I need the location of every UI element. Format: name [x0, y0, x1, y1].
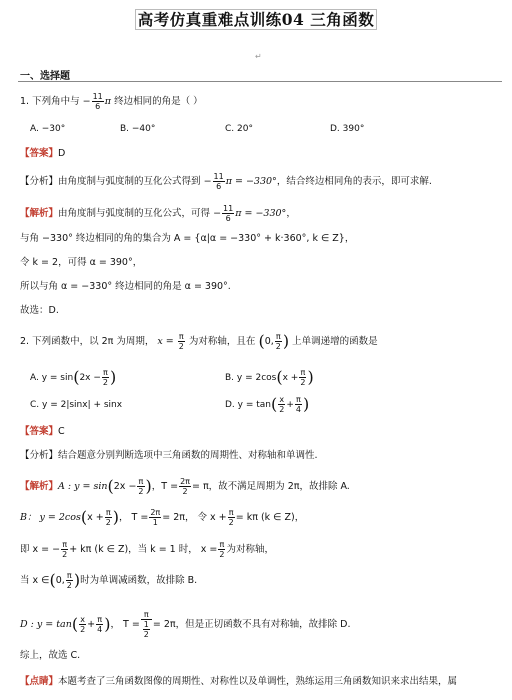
q2-solution-b: B： y = 2cos(x + $\frac{\pi}{2}$ )， T = $\frac{2\pi}{1}$ = 2π， 令 x + $\frac{\pi}{2}$ = kπ (k ∈ Z)， [20, 507, 305, 527]
q1-answer: 【答案】D [20, 148, 66, 159]
q1-solution: 【解析】由角度制与弧度制的互化公式，可得 − $\frac{11}{6}$ π = −330°， [20, 204, 296, 223]
q2-option-b: B. y = 2cos(x + $\frac{\pi}{2}$ ) [225, 367, 314, 387]
q2-option-a: A. y = sin(2x − $\frac{\pi}{2}$ ) [30, 367, 117, 387]
q1-conclusion: 故选：D. [20, 305, 59, 316]
q1-solution-line-3: 令 k = 2，可得 α = 390°， [20, 257, 143, 268]
q1-analysis: 【分析】由角度制与弧度制的互化公式得到 − $\frac{11}{6}$ π = −330°，结合终边相同角的表示，即可求解. [20, 172, 432, 191]
q2-option-d: D. y = tan( $\frac{x}{2}$ + $\frac{\pi}{4}$ ) [225, 394, 310, 414]
section-divider [18, 81, 502, 82]
q1-solution-line-4: 所以与角 α = −330° 终边相同的角是 α = 390°. [20, 281, 231, 292]
paragraph-mark: ↵ [255, 52, 262, 61]
q2-solution-b-2: 即 x = − $\frac{\pi}{2}$ + kπ (k ∈ Z)，当 k = 1 时， x = $\frac{\pi}{2}$ 为对称轴， [20, 540, 274, 559]
q2-solution-c: 当 x ∈(0, $\frac{\pi}{2}$ )时为单调减函数，故排除 B. [20, 570, 198, 590]
q2-answer: 【答案】C [20, 426, 65, 437]
q2-key-point: 【点睛】本题考查了三角函数图像的周期性、对称性以及单调性，熟练运用三角函数知识来求出结果，属 [20, 676, 458, 687]
q2-conclusion: 综上，故选 C. [20, 650, 81, 661]
q1-solution-line-2: 与角 −330° 终边相同的角的集合为 A = {α|α = −330° + k·360°, k ∈ Z}， [20, 233, 355, 244]
q1-option-b: B. −40° [120, 124, 156, 134]
q1-option-d: D. 390° [330, 124, 365, 134]
document-title: 高考仿真重难点训练04 三角函数 [0, 8, 512, 30]
q1-option-a: A. −30° [30, 124, 66, 134]
q2-solution-d: D : y = tan( $\frac{x}{2}$ + $\frac{\pi}{4}$ )， T = $\frac{\pi}{\frac{1}{2}}$ = 2π，但是正切函数不具有对称轴，故排除 D. [20, 610, 351, 639]
question-1-stem: 1. 下列角中与 − $\frac{11}{6}$ π 终边相同的角是（ ） [20, 92, 203, 111]
q1-option-c: C. 20° [225, 124, 253, 134]
q2-option-c: C. y = 2|sinx| + sinx [30, 400, 123, 410]
section-heading: 一、选择题 [20, 71, 70, 82]
q2-solution-a: 【解析】A : y = sin(2x − $\frac{\pi}{2}$ )，T = $\frac{2\pi}{2}$ = π，故不满足周期为 2π，故排除 A. [20, 476, 350, 496]
question-2-stem: 2. 下列函数中，以 2π 为周期， x = $\frac{\pi}{2}$ 为对称轴，且在 (0, $\frac{\pi}{2}$ ) 上单调递增的函数是 [20, 331, 378, 351]
q2-analysis: 【分析】结合题意分别判断选项中三角函数的周期性、对称轴和单调性. [20, 450, 318, 461]
